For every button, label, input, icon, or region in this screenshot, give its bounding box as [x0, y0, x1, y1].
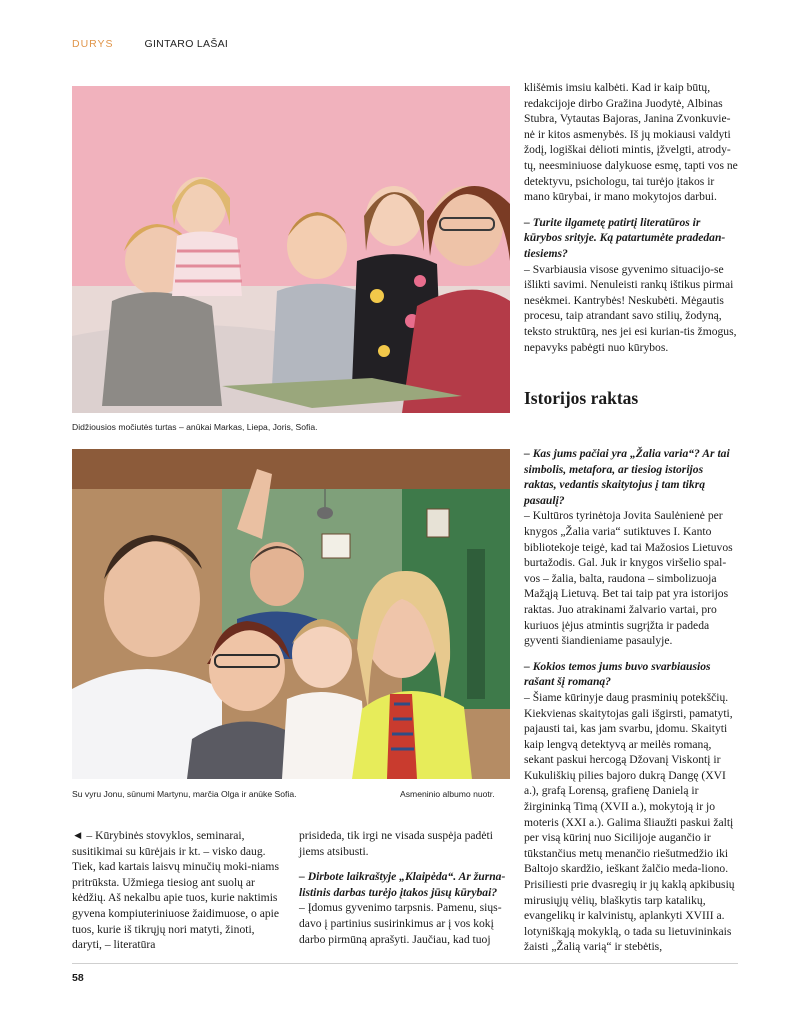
running-header	[72, 38, 228, 54]
interview-question: – Kokios temos jums buvo svarbiausios rašant šį romaną?	[524, 659, 711, 689]
interview-question: – Kas jums pačiai yra „Žalia varia“? Ar tai simbolis, metafora, ar tiesiog istorijos raktas, vedantis skaitytojus į tam tikrą pasaulį?	[524, 447, 730, 507]
interview-answer: – Įdomus gyvenimo tarpsnis. Pamenu, siųs-davo į partinius susirinkimus ar į vos kokį darbo pirmūną aprašyti. Jaučiau, kad tuoj	[299, 901, 502, 946]
photo-family	[72, 449, 510, 779]
photo-credit: Asmeninio albumo nuotr.	[400, 789, 495, 799]
section-label: DURYS	[72, 38, 114, 50]
article-column-right-bottom	[524, 446, 738, 955]
paragraph	[72, 828, 284, 953]
interview-question: – Turite ilgametę patirtį literatūros ir kūrybos srityje. Ką patartumėte pradedan-tiesiems?	[524, 215, 726, 260]
article-column-middle-bottom	[299, 828, 511, 947]
page-number: 58	[72, 972, 84, 984]
paragraph: prisideda, tik irgi ne visada suspėja padėti jiems atsibusti.	[299, 829, 493, 858]
section-subheading: Istorijos raktas	[524, 388, 639, 408]
interview-answer: – Šiame kūrinyje daug prasminių potekščių. Kiekvienas skaitytojas gali išgirsti, pamatyti, pajausti tai, kas jam svarbu, įdomu. Skaityti kaip lengvą detektyvą ar meilės romaną, sekant paskui hercogą Džovanį Viskontį ir Kukuliškių pilies bajoro dukrą Dangę (XVI a.), grafą Lorensą, grafienę Danielą ir žirgininką Timą (XVII a.), mokytoją ir jo moteris (XXI a.). Galima šliaužti paskui žaltį per visą kūrinį nuo Sicilijoje augančio ir tūkstančius metų menančio riešutmedžio iki Baltojo skardžio, ieškant žalčio meda-liono. Prisiliesti prie dvasregių ir jų kaklą apkibusių mirusiųjų vėlių, blaškytis tarp katalikų, evangelikų ir kalvinistų, aplankyti XVIII a. lotyniškąją mokyklą, o tada su lietuvininkais žaisti „Žalią varią“ ir stebėtis,	[524, 690, 735, 954]
article-column-left-bottom	[72, 828, 284, 953]
series-label: GINTARO LAŠAI	[144, 38, 229, 50]
continuation-arrow-icon: ◄	[72, 829, 84, 842]
paragraph: klišėmis imsiu kalbėti. Kad ir kaip būtų, redakcijoje dirbo Gražina Juodytė, Albinas Stubra, Vytautas Bajoras, Janina Zvonkuvie-nė ir kitos asmenybės. Iš jų mokiausi valdyti žodį, logiškai dėlioti mintis, įžvelgti, atrody-tų, neesminiuose dalykuose esmę, tapti vos ne detektyvu, psichologu, tai turėjo įtakos ir mano kūrybai, ir mano mokytojos darbui.	[524, 81, 738, 204]
paragraph-text: – Kūrybinės stovyklos, seminarai, susitikimai su kūrėjais ir kt. – visko daug. Tiek, kad kartais laisvų minučių moki-niams pritrūksta. Užmiega tiesiog ant suolų ar kėdžių. Aš nekalbu apie tuos, kurie naktimis gyvena kompiuteriniuose žaidimuose, o apie tuos, kurie iš tikrųjų nori matyti, žinoti, daryti, – literatūra	[72, 829, 280, 952]
photo-grandchildren-caption: Didžiousios močiutės turtas – anūkai Markas, Liepa, Joris, Sofia.	[72, 422, 318, 432]
photo-family-caption: Su vyru Jonu, sūnumi Martynu, marčia Olga ir anūke Sofia.	[72, 789, 297, 799]
interview-question: – Dirbote laikraštyje „Klaipėda“. Ar žurna-listinis darbas turėjo įtakos jūsų kūrybai?	[299, 870, 506, 899]
article-column-right-top	[524, 80, 738, 355]
interview-answer: – Kultūros tyrinėtoja Jovita Saulėnienė per knygos „Žalia varia“ sutiktuves I. Kanto bibliotekoje teigė, kad tai Mažosios Lietuvos burtažodis. Gal. Juk ir knygos viršelio spal-vos – žalia, balta, raudona – simbolizuoja Mažąją Lietuvą. Bet tai taip pat yra istorijos raktas. Juo atrakinami žalvario vartai, pro kuriuos įėjus atmintis sugrįžta ir padeda gyventi šiandieniame pasaulyje.	[524, 509, 733, 648]
interview-answer: – Svarbiausia visose gyvenimo situacijo-se išlikti savimi. Nenuleisti rankų ištikus pirmai nesėkmei. Kantrybės! Neskubėti. Mėgautis procesu, taip atrandant savo stilių, žodyną, teksto struktūrą, nes jei esi kurian-tis žmogus, nepavyks pabėgti nuo kūrybos.	[524, 262, 737, 354]
photo-grandchildren	[72, 86, 510, 413]
footer-divider	[72, 963, 738, 964]
photo-grandchildren-illustration	[72, 86, 510, 413]
photo-family-illustration	[72, 449, 510, 779]
